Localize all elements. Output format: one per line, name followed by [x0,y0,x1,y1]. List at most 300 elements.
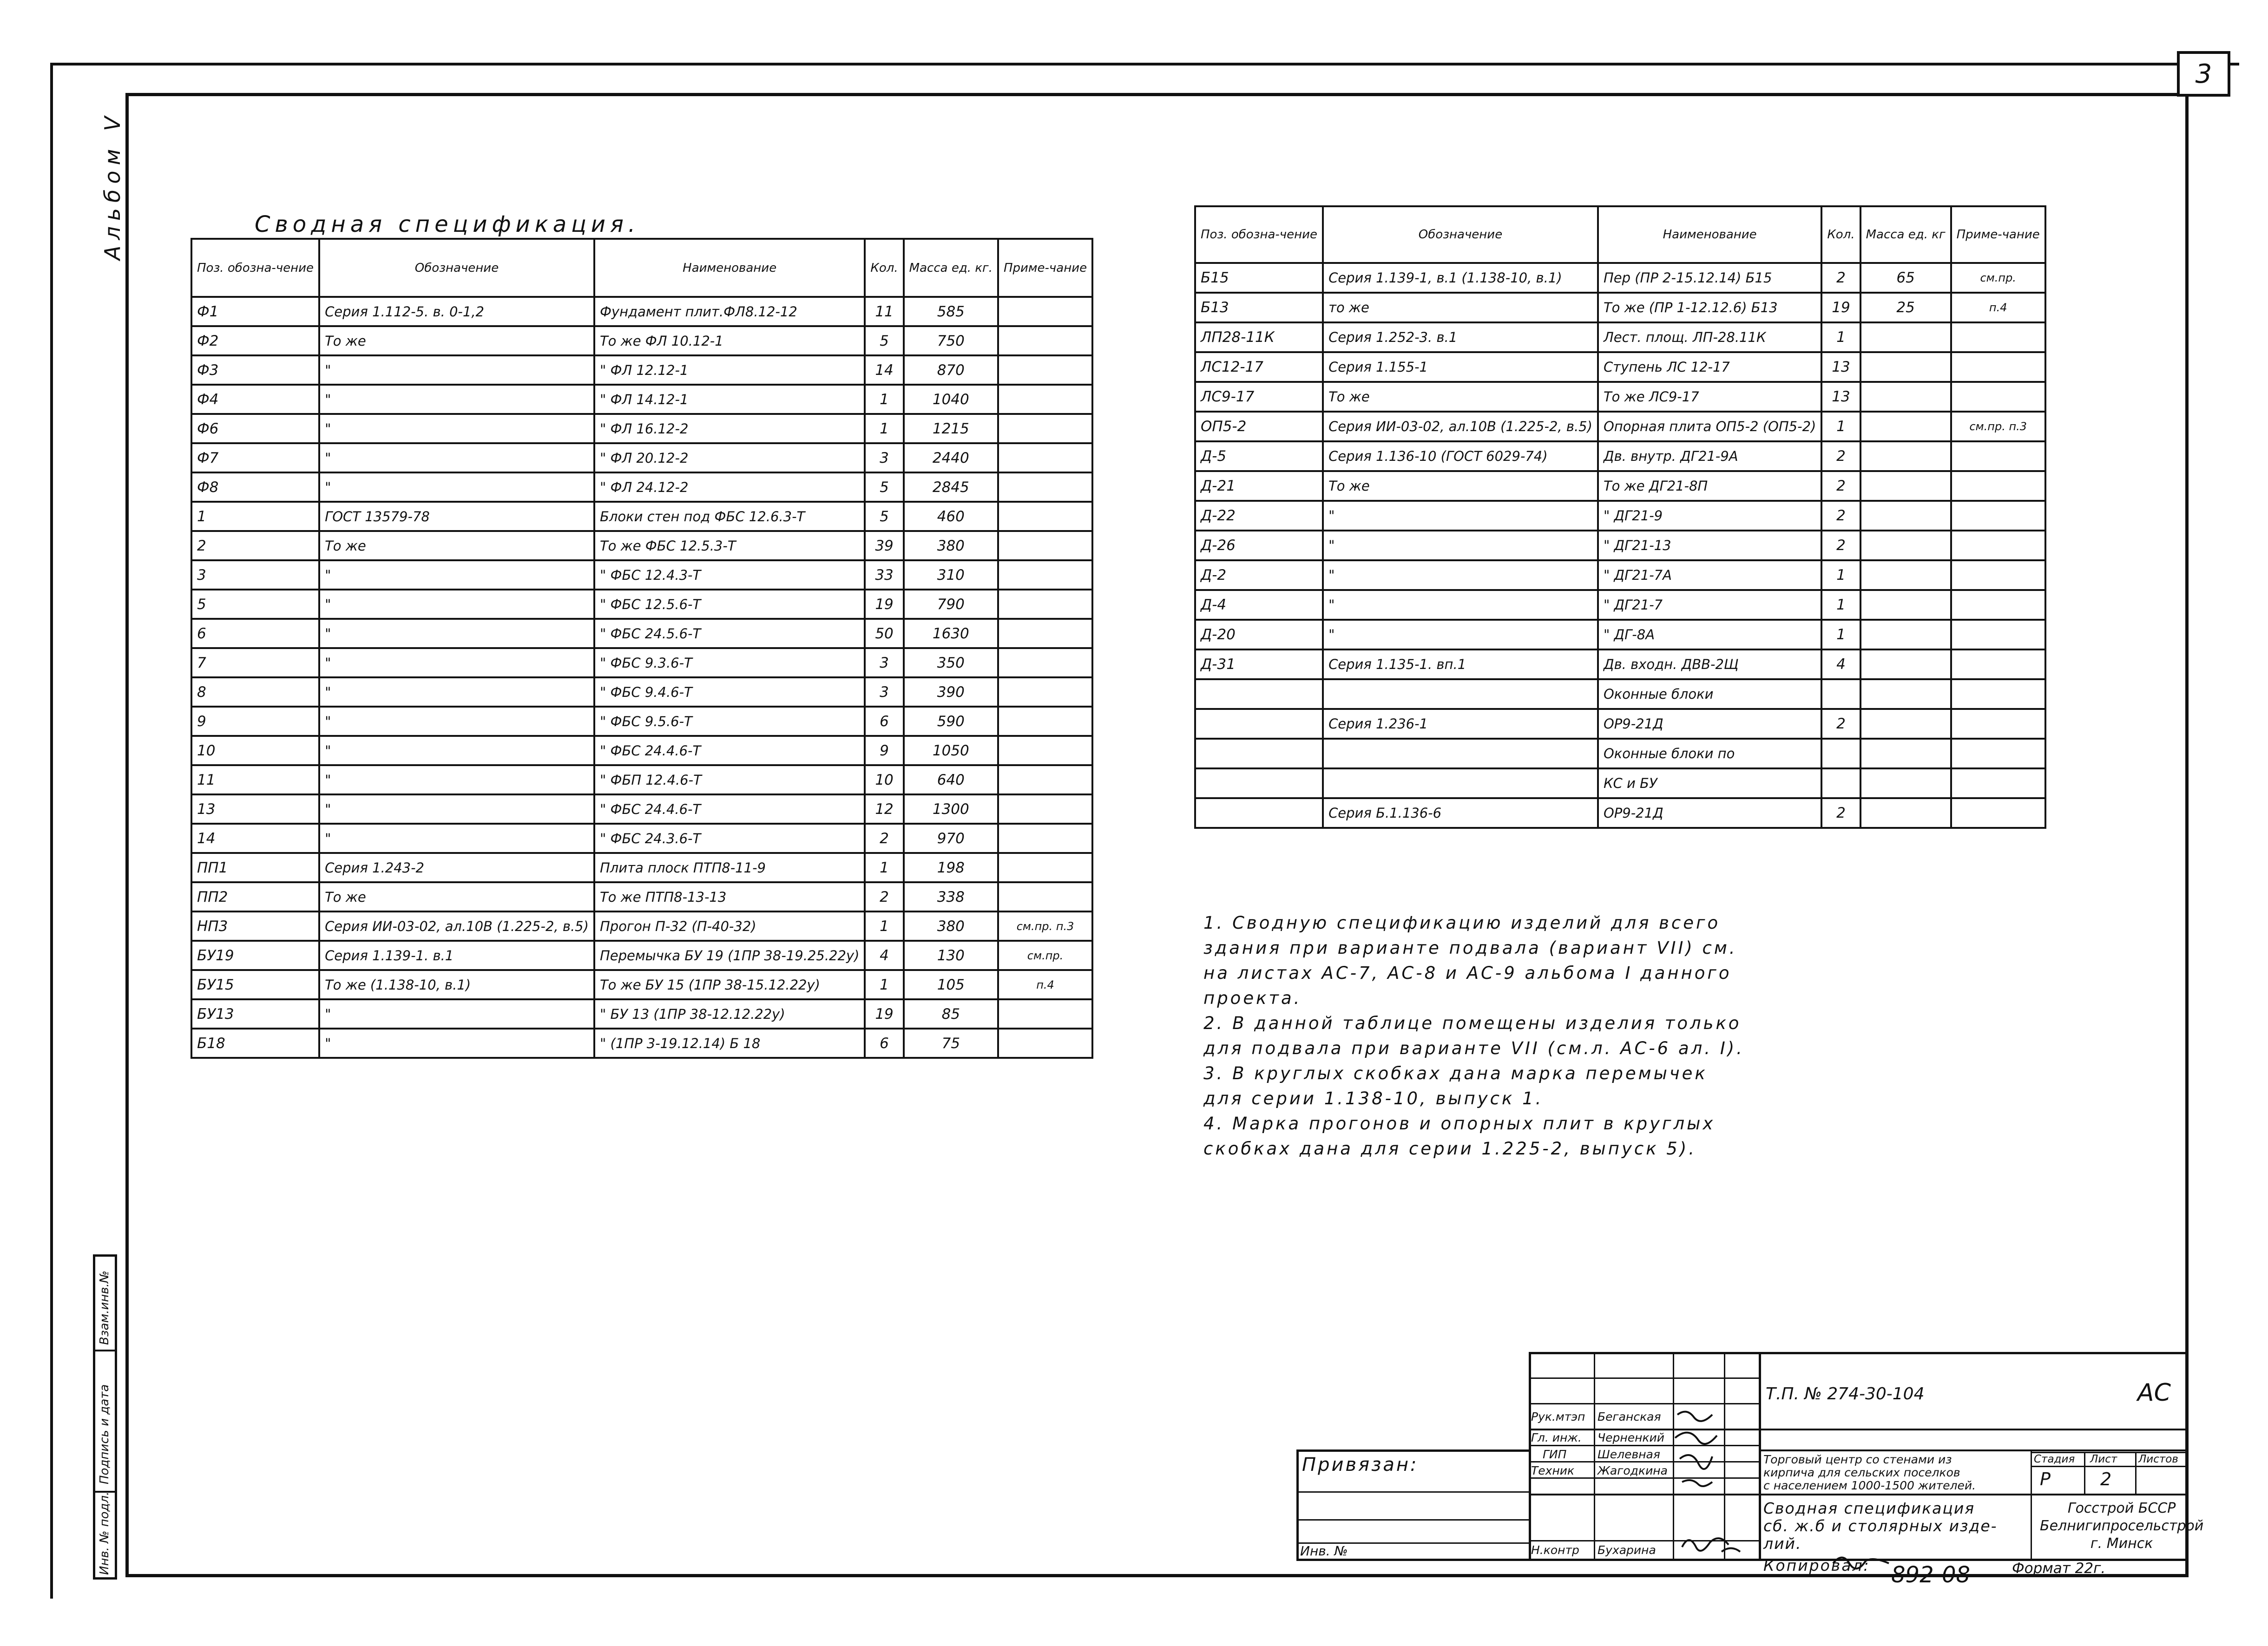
cell-pos: Ф2 [191,326,319,355]
cell-pos: 14 [191,824,319,853]
stage-label: Стадия [2034,1453,2075,1465]
cell-note [998,560,1092,590]
org-line: г. Минск [2090,1535,2153,1552]
table-row [191,326,1092,355]
tb-line [1529,1377,1761,1379]
cell-qty: 2 [1821,531,1860,560]
cell-mass [1860,322,1951,352]
cell-pos: 9 [191,707,319,736]
right-spec-table [1194,205,2046,829]
cell-name: " ФЛ 20.12-2 [594,443,865,472]
note-line: для подвала при варианте VII (см.л. АС-6 ал. I). [1203,1038,1744,1058]
cell-mass: 380 [904,912,998,941]
header-note: Приме-чание [998,239,1092,297]
cell-pos: Д-2 [1195,560,1323,590]
cell-pos: 6 [191,619,319,648]
cell-note [998,531,1092,560]
table-row [191,590,1092,619]
table-row [191,560,1092,590]
cell-qty: 5 [865,472,903,502]
cell-qty: 3 [865,443,903,472]
cell-name: Прогон П-32 (П-40-32) [594,912,865,941]
cell-name: " ДГ21-13 [1598,531,1821,560]
strip-podpis-data: Подпись и дата [98,1384,112,1484]
table-row [1195,739,2045,768]
cell-pos: БУ19 [191,941,319,970]
cell-name: " ФБС 24.4.6-Т [594,794,865,824]
cell-designation: То же (1.138-10, в.1) [319,970,594,999]
cell-designation: " [319,999,594,1029]
cell-mass: 130 [904,941,998,970]
cell-qty: 10 [865,765,903,794]
cell-designation: " [319,707,594,736]
cell-qty: 1 [865,414,903,443]
cell-name: То же ФЛ 10.12-1 [594,326,865,355]
cell-qty [1821,679,1860,709]
cell-note [998,355,1092,385]
cell-name: " ДГ21-7А [1598,560,1821,590]
cell-pos: Д-21 [1195,471,1323,501]
org-block [2040,1500,2203,1553]
cell-designation: то же [1323,293,1598,322]
notes-block [1203,911,1900,1161]
cell-designation: Серия 1.135-1. вп.1 [1323,649,1598,679]
table-row [1195,352,2045,382]
cell-qty: 2 [1821,441,1860,471]
cell-note: см.пр. [998,941,1092,970]
album-label: Альбом V [100,111,125,260]
table-row [1195,679,2045,709]
cell-note [998,794,1092,824]
table-row [191,794,1092,824]
cell-note [998,443,1092,472]
cell-note [998,297,1092,326]
table-row [1195,322,2045,352]
tb-line [1761,1449,2189,1451]
cell-pos [1195,739,1323,768]
table-row [1195,293,2045,322]
cell-mass: 65 [1860,263,1951,293]
cell-pos: БУ15 [191,970,319,999]
table-row [191,443,1092,472]
cell-designation: " [319,1029,594,1058]
cell-designation: Серия 1.139-1. в.1 [319,941,594,970]
cell-mass: 2845 [904,472,998,502]
tb-line [1529,1352,1531,1561]
cell-name: Оконные блоки [1598,679,1821,709]
cell-name: " ФЛ 16.12-2 [594,414,865,443]
cell-note [1951,531,2045,560]
cell-designation: " [319,443,594,472]
cell-name: Плита плоск ПТП8-11-9 [594,853,865,882]
cell-qty: 13 [1821,352,1860,382]
cell-pos: ЛП28-11К [1195,322,1323,352]
table-row [191,941,1092,970]
cell-name: " ФБС 12.5.6-Т [594,590,865,619]
sheet-title-line: Сводная спецификация [1763,1499,1975,1517]
cell-pos: 11 [191,765,319,794]
cell-designation: " [319,414,594,443]
cell-pos: Ф1 [191,297,319,326]
cell-name: " ФБС 24.3.6-Т [594,824,865,853]
cell-mass: 1215 [904,414,998,443]
note-line: скобках дана для серии 1.225-2, выпуск 5). [1203,1139,1697,1159]
n-kontr-name: Бухарина [1597,1543,1656,1557]
cell-mass: 1630 [904,619,998,648]
project-title-line: с населением 1000-1500 жителей. [1763,1479,1976,1492]
cell-note [1951,649,2045,679]
cell-qty: 1 [1821,412,1860,441]
cell-pos: НП3 [191,912,319,941]
cell-name: " (1ПР 3-19.12.14) Б 18 [594,1029,865,1058]
inv-no-label: Инв. № [1300,1543,1348,1559]
cell-mass [1860,352,1951,382]
cell-qty: 3 [865,648,903,677]
cell-qty: 9 [865,736,903,765]
stage-value: Р [2040,1469,2051,1489]
cell-qty: 2 [1821,709,1860,739]
cell-name: " ДГ21-7 [1598,590,1821,620]
cell-designation: " [319,824,594,853]
cell-note [1951,739,2045,768]
left-spec-table [191,238,1093,1059]
cell-mass: 1300 [904,794,998,824]
signature-scribble [1677,1528,1756,1561]
cell-mass: 85 [904,999,998,1029]
cell-designation: Серия ИИ-03-02, ал.10В (1.225-2, в.5) [1323,412,1598,441]
cell-name: Дв. входн. ДВВ-2Щ [1598,649,1821,679]
cell-name: Оконные блоки по [1598,739,1821,768]
header-pos: Поз. обозна-чение [191,239,319,297]
sheet-label: Лист [2090,1453,2117,1465]
note-line: 3. В круглых скобках дана марка перемычек [1203,1063,1708,1083]
note-line: здания при варианте подвала (вариант VII) см. [1203,938,1737,958]
cell-pos: Д-22 [1195,501,1323,531]
cell-pos: Б13 [1195,293,1323,322]
cell-pos: ПП1 [191,853,319,882]
cell-designation: " [319,355,594,385]
table-row [191,765,1092,794]
privyazan-label: Привязан: [1302,1454,1419,1475]
cell-note [998,326,1092,355]
table-row [191,414,1092,443]
cell-name: Дв. внутр. ДГ21-9А [1598,441,1821,471]
cell-name: " ФЛ 24.12-2 [594,472,865,502]
cell-pos: Б15 [1195,263,1323,293]
cell-pos: Ф8 [191,472,319,502]
cell-qty: 2 [865,882,903,912]
cell-qty: 2 [865,824,903,853]
cell-name: " ФЛ 12.12-1 [594,355,865,385]
page-number: 3 [2195,59,2212,89]
cell-designation: " [1323,590,1598,620]
sheet-title-line: лий. [1763,1535,1802,1553]
cell-mass: 75 [904,1029,998,1058]
cell-designation: " [319,590,594,619]
tb-line [1759,1352,1761,1561]
cell-designation: " [319,736,594,765]
cell-mass: 25 [1860,293,1951,322]
cell-name: " ФБС 24.5.6-Т [594,619,865,648]
cell-designation: То же [1323,382,1598,412]
cell-mass [1860,649,1951,679]
cell-note [1951,590,2045,620]
cell-note: п.4 [1951,293,2045,322]
cell-note [998,736,1092,765]
signature-scribble [1831,1547,1896,1575]
header-qty: Кол. [865,239,903,297]
cell-mass: 105 [904,970,998,999]
cell-pos: Д-4 [1195,590,1323,620]
table-row [191,824,1092,853]
cell-qty: 2 [1821,501,1860,531]
table-row [1195,768,2045,798]
cell-note [1951,322,2045,352]
cell-name: " ФБС 12.4.3-Т [594,560,865,590]
table-row [191,385,1092,414]
table-row [1195,590,2045,620]
cell-name: КС и БУ [1598,768,1821,798]
cell-mass [1860,560,1951,590]
note-line: 1. Сводную спецификацию изделий для всего [1203,913,1721,933]
cell-mass [1860,441,1951,471]
cell-name: Пер (ПР 2-15.12.14) Б15 [1598,263,1821,293]
tb-line [1529,1352,2189,1354]
cell-mass: 750 [904,326,998,355]
cell-note [1951,798,2045,828]
cell-note [998,707,1092,736]
cell-pos: 1 [191,502,319,531]
cell-designation: " [319,765,594,794]
cell-pos: 7 [191,648,319,677]
cell-pos: Д-26 [1195,531,1323,560]
cell-note [998,414,1092,443]
sheets-label: Листов [2138,1453,2178,1465]
tb-line [2084,1452,2085,1494]
cell-mass: 380 [904,531,998,560]
cell-name: То же ПТП8-13-13 [594,882,865,912]
cell-qty: 13 [1821,382,1860,412]
cell-qty: 14 [865,355,903,385]
table-row [1195,471,2045,501]
table-row [1195,620,2045,649]
table-row [191,970,1092,999]
cell-pos: БУ13 [191,999,319,1029]
cell-name: То же БУ 15 (1ПР 38-15.12.22у) [594,970,865,999]
table-row [191,707,1092,736]
header-designation: Обозначение [319,239,594,297]
tb-line [1296,1449,1531,1452]
cell-note [998,882,1092,912]
strip-inv-podl: Инв. № подл. [98,1491,112,1575]
cell-designation: Серия 1.136-10 (ГОСТ 6029-74) [1323,441,1598,471]
cell-mass: 590 [904,707,998,736]
cell-note [998,472,1092,502]
cell-name: " БУ 13 (1ПР 38-12.12.22у) [594,999,865,1029]
cell-mass: 790 [904,590,998,619]
cell-qty [1821,739,1860,768]
cell-name: " ФБС 9.3.6-Т [594,648,865,677]
note-line: для серии 1.138-10, выпуск 1. [1203,1089,1544,1108]
cell-mass [1860,471,1951,501]
project-title-line: Торговый центр со стенами из [1763,1453,1952,1466]
table-row [191,648,1092,677]
cell-designation: " [319,677,594,707]
cell-qty: 1 [865,853,903,882]
project-title-line: кирпича для сельских поселков [1763,1466,1960,1479]
role-3: ГИП [1543,1448,1567,1461]
role-2-name: Черненкий [1597,1431,1665,1444]
cell-note [1951,768,2045,798]
cell-qty: 6 [865,707,903,736]
page-number-box [2177,51,2230,97]
cell-name: То же ЛС9-17 [1598,382,1821,412]
cell-mass [1860,382,1951,412]
cell-name: " ФБП 12.4.6-Т [594,765,865,794]
table-row [191,531,1092,560]
org-line: Белнигипросельстрой [2040,1518,2204,1534]
cell-name: Лест. площ. ЛП-28.11К [1598,322,1821,352]
table-row [191,912,1092,941]
project-title [1763,1453,1976,1492]
cell-qty: 1 [865,385,903,414]
cell-note [1951,382,2045,412]
cell-qty: 1 [1821,590,1860,620]
table-row [1195,649,2045,679]
cell-note [998,502,1092,531]
cell-note [998,677,1092,707]
cell-pos: ЛС9-17 [1195,382,1323,412]
tb-line [2031,1466,2189,1467]
cell-mass: 1040 [904,385,998,414]
table-row [1195,531,2045,560]
cell-designation: То же [319,882,594,912]
table-row [191,853,1092,882]
table-row [191,502,1092,531]
cell-qty: 2 [1821,263,1860,293]
cell-mass [1860,412,1951,441]
cell-qty: 4 [865,941,903,970]
cell-qty: 3 [865,677,903,707]
cell-name: Ступень ЛС 12-17 [1598,352,1821,382]
cell-pos: 10 [191,736,319,765]
table-row [1195,709,2045,739]
table-row [191,297,1092,326]
cell-name: " ФБС 24.4.6-Т [594,736,865,765]
cell-qty: 2 [1821,471,1860,501]
cell-note [1951,471,2045,501]
format-label: Формат 22г. [2012,1560,2106,1577]
cell-designation: " [319,648,594,677]
cell-note [1951,501,2045,531]
header-name: Наименование [594,239,865,297]
title-block [1296,1352,2204,1588]
tb-line [1296,1449,1299,1561]
cell-pos [1195,709,1323,739]
table-row [1195,798,2045,828]
cell-pos: 3 [191,560,319,590]
cell-note [1951,441,2045,471]
cell-designation: Серия Б.1.136-6 [1323,798,1598,828]
role-2: Гл. инж. [1531,1431,1582,1444]
cell-note: см.пр. [1951,263,2045,293]
table-row [1195,560,2045,590]
table-row [191,882,1092,912]
cell-mass: 198 [904,853,998,882]
cell-note [998,765,1092,794]
cell-designation: " [319,619,594,648]
cell-note: см.пр. п.3 [998,912,1092,941]
doc-mark: АС [2137,1379,2171,1407]
cell-qty: 33 [865,560,903,590]
table-row [1195,441,2045,471]
cell-pos: 8 [191,677,319,707]
left-table-title: Сводная спецификация. [255,211,640,237]
archive-number: 892-08 [1891,1562,1971,1588]
table-row [1195,501,2045,531]
cell-name: ОР9-21Д [1598,709,1821,739]
cell-name: Перемычка БУ 19 (1ПР 38-19.25.22у) [594,941,865,970]
cell-name: Фундамент плит.ФЛ8.12-12 [594,297,865,326]
cell-qty: 50 [865,619,903,648]
cell-pos: ПП2 [191,882,319,912]
cell-mass [1860,620,1951,649]
cell-pos: Ф6 [191,414,319,443]
header-pos: Поз. обозна-чение [1195,206,1323,263]
cell-mass [1860,501,1951,531]
cell-pos: Д-31 [1195,649,1323,679]
tb-line [1296,1519,1531,1521]
header-mass: Масса ед. кг [1860,206,1951,263]
cell-designation: Серия 1.243-2 [319,853,594,882]
cell-name: Блоки стен под ФБС 12.6.3-Т [594,502,865,531]
cell-note [998,853,1092,882]
sheet-title [1763,1500,1998,1553]
signature-scribbles [1673,1405,1729,1498]
tb-line [1529,1429,2189,1430]
table-row [191,619,1092,648]
table-row [191,999,1092,1029]
cell-note: см.пр. п.3 [1951,412,2045,441]
cell-designation: " [1323,531,1598,560]
cell-qty: 1 [1821,560,1860,590]
cell-note [998,385,1092,414]
note-line: 4. Марка прогонов и опорных плит в круглых [1203,1114,1716,1134]
cell-qty: 5 [865,502,903,531]
cell-designation: " [1323,560,1598,590]
cell-pos: ЛС12-17 [1195,352,1323,382]
cell-designation: Серия 1.112-5. в. 0-1,2 [319,297,594,326]
table-row [1195,412,2045,441]
cell-mass: 350 [904,648,998,677]
tb-line [1296,1491,1531,1493]
tb-line [1529,1403,1761,1404]
cell-note [1951,679,2045,709]
cell-mass [1860,679,1951,709]
role-4: Техник [1531,1464,1575,1477]
cell-designation: " [1323,620,1598,649]
cell-qty: 1 [1821,322,1860,352]
cell-note [998,590,1092,619]
cell-qty: 19 [865,590,903,619]
cell-name: " ДГ-8А [1598,620,1821,649]
sheet-value: 2 [2100,1469,2112,1489]
cell-mass: 640 [904,765,998,794]
cell-note [1951,560,2045,590]
header-mass: Масса ед. кг. [904,239,998,297]
cell-designation: " [319,472,594,502]
cell-designation: То же [319,531,594,560]
